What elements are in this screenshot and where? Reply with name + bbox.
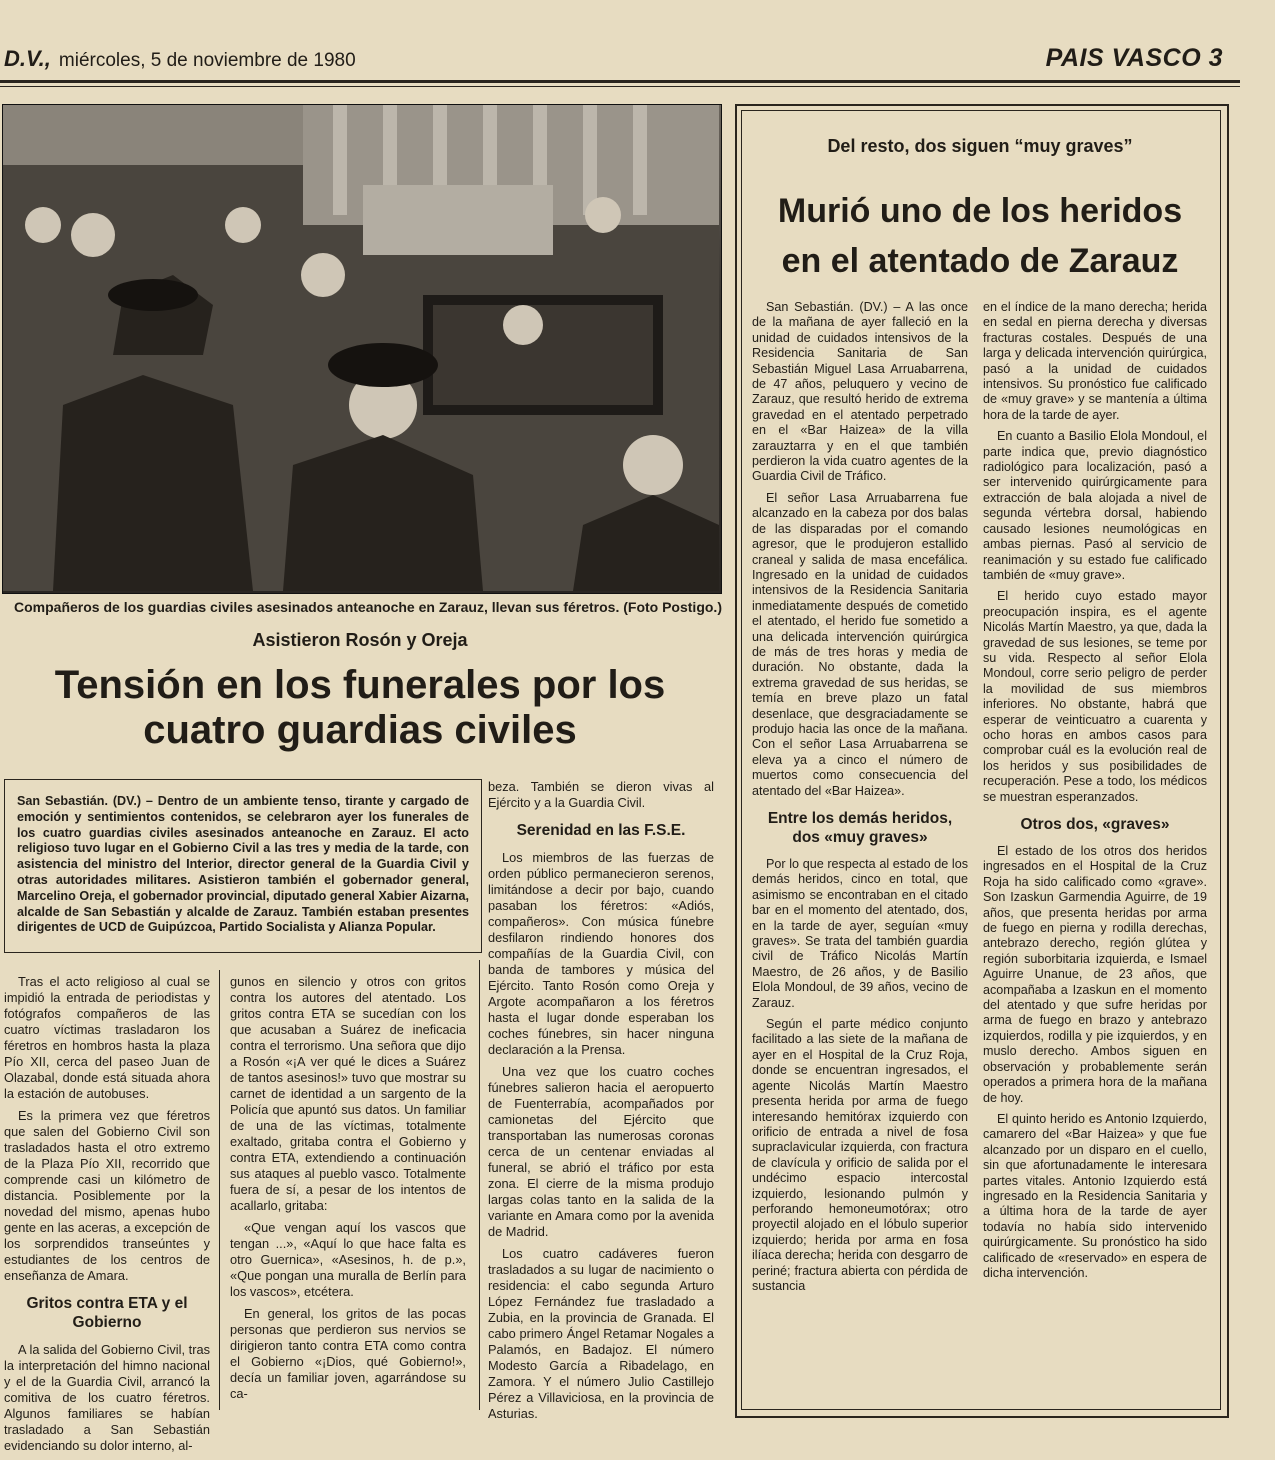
photo-caption: Compañeros de los guardias civiles asesinados anteanoche en Zarauz, llevan sus féretros. (Foto Postigo.) <box>14 599 722 615</box>
right-column-1 <box>752 300 968 1300</box>
right-headline <box>745 186 1215 286</box>
paragraph: Según el parte médico conjunto facilitado a las siete de la mañana de ayer en el Hospital de la Cruz Roja, donde se encuentran ingresados, el agente Nicolás Martín Maestro presenta herida por arma de fuego interesando hemitórax izquierdo con orificio de entrada a nivel de fosa supraclavicular izquierda, con fractura de clavícula y orificio de salida por el undécimo espacio intercostal izquierdo, lesionando pulmón y perforando hemoneumotórax; otro proyectil alojado en el lóbulo superior izquierdo; herida por arma en fosa ilíaca derecha; herida con desgarro de periné; fractura abierta con pérdida de sustancia <box>752 1017 968 1293</box>
paragraph: El estado de los otros dos heridos ingresados en el Hospital de la Cruz Roja ha sido calificado como «grave». Son Izaskun Garmendia Aguirre, de 19 años, que presenta heridas por arma de fuego en pierna y rodilla derechas, antebrazo derecho, región glútea y región suborbitaria izquierda, e Ismael Aguirre Unanue, de 23 años, que acompañaba a Izaskun en el momento del atentado y que sufre heridas por arma de fuego en brazo y antebrazo izquierdos, rodilla y pie izquierdos, y en muslo derecho. Ambos siguen en observación y probablemente serán operados a primera hora de la mañana de hoy. <box>983 844 1207 1105</box>
left-headline-line1: Tensión en los funerales por los <box>54 663 666 707</box>
subheading-serenidad: Serenidad en las F.S.E. <box>516 822 686 839</box>
paragraph: Una vez que los cuatro coches fúnebres salieron hacia el aeropuerto de Fuenterrabía, acompañados por camionetas del Ejército que transportaban las numerosas coronas cerca de un centenar enviadas al funeral, se abrió el tráfico por esta zona. El cierre de la misma produjo largas colas tanto en la salida de la variante en Amara como por la avenida de Madrid. <box>488 1064 714 1239</box>
paragraph: «Que vengan aquí los vascos que tengan ...», «Aquí lo que hace falta es otro Guernica», «Asesinos, h. de p.», «Que pongan una muralla de Berlín para los vascos», etcétera. <box>230 1220 466 1299</box>
subheading-demas-heridos: Entre los demás heridos, dos «muy graves» <box>767 810 953 846</box>
masthead-rule-thin <box>0 86 1240 87</box>
paragraph: beza. También se dieron vivas al Ejército y a la Guardia Civil. <box>488 779 714 810</box>
paragraph: Por lo que respecta al estado de los demás heridos, cinco en total, que asimismo se encontraban en el citado bar en el momento del atentado, dos, en la tarde de ayer, seguían «muy graves». Se trata del también guardia civil de Tráfico Nicolás Martín Maestro, de 26 años, y de Basilio Elola Mondoul, de 39 años, vecino de Zarauz. <box>752 857 968 1010</box>
paragraph: En general, los gritos de las pocas personas que perdieron sus nervios se dirigieron tanto contra ETA como contra el Gobierno «¡Dios, qué Gobierno!», decía un familiar joven, agarrándose su ca- <box>230 1306 466 1401</box>
left-kicker: Asistieron Rosón y Oreja <box>252 630 468 650</box>
paragraph: gunos en silencio y otros con gritos contra los autores del atentado. Los gritos contra ETA se sucedían con los que acusaban a Suárez de ineficacia contra el terrorismo. Una señora que dijo a Rosón «¡A ver qué le dices a Suárez de tantos asesinos!» tuvo que mostrar su carnet de identidad a un sargento de la Policía que apuntó sus datos. Un familiar de una de las víctimas, totalmente exaltado, gritaba contra el Gobierno y contra ETA, extendiendo a continuación sus ataques al pueblo vasco. Totalmente fuera de sí, a pesar de los intentos de acallarlo, gritaba: <box>230 974 466 1213</box>
section-title: PAIS VASCO 3 <box>1045 44 1223 72</box>
paragraph: A la salida del Gobierno Civil, tras la interpretación del himno nacional y el de la Guardia Civil, arrancó la comitiva de los cuatro féretros. Algunos familiares se habían trasladado a San Sebastián evidenciando su dolor interno, al- <box>4 1342 210 1453</box>
paragraph: Tras el acto religioso al cual se impidió la entrada de periodistas y fotógrafos compañeros de las cuatro víctimas trasladaron los féretros en hombros hasta la plaza Pío XII, cerca del paseo Juan de Olazabal, donde está situada ahora la estación de autobuses. <box>4 974 210 1101</box>
masthead-rule <box>0 80 1240 83</box>
left-headline <box>10 663 710 753</box>
paragraph: San Sebastián. (DV.) – A las once de la mañana de ayer falleció en la unidad de cuidados intensivos de la Residencia Sanitaria de San Sebastián Miguel Lasa Arruabarrena, de 47 años, peluquero y vecino de Zarauz, que resultó herido de extrema gravedad en el atentado perpetrado en el «Bar Haizea» de la villa zarauztarra y en el que también perdieron la vida cuatro agentes de la Guardia Civil de Tráfico. <box>752 300 968 484</box>
paragraph: en el índice de la mano derecha; herida en sedal en pierna derecha y diversas fracturas costales. Después de una larga y delicada intervención quirúrgica, pasó a la unidad de cuidados intensivos. Su pronóstico fue calificado de «muy grave» y se mantenía a última hora de la tarde de ayer. <box>983 300 1207 422</box>
right-headline-line1: Murió uno de los heridos <box>777 192 1183 230</box>
lede-box <box>4 779 482 953</box>
funeral-photo <box>2 104 722 594</box>
paragraph: El quinto herido es Antonio Izquierdo, camarero del «Bar Haizea» y que fue alcanzado por un disparo en el cuello, sin que afortunadamente le interesara partes vitales. Antonio Izquierdo está ingresado en la Residencia Sanitaria y a última hora de la tarde de ayer todavía no había sido intervenido quirúrgicamente. Su pronóstico ha sido calificado de «reservado» en espera de dicha intervención. <box>983 1111 1207 1280</box>
left-column-2 <box>230 974 466 1408</box>
issue-date: miércoles, 5 de noviembre de 1980 <box>58 50 356 71</box>
paragraph: El señor Lasa Arruabarrena fue alcanzado en la cabeza por dos balas de las disparadas por el comando agresor, que le produjeron estallido craneal y salida de masa encefálica. Ingresado en la unidad de cuidados intensivos de la Residencia Sanitaria inmediatamente después de cometido el atentado, el herido fue sometido a una delicada intervención quirúrgica de más de tres horas y media de duración. No obstante, dada la extrema gravedad de sus heridas, se temía en breve plazo un fatal desenlace, que desgraciadamente se produjo hacia las once de la mañana. Con el señor Lasa Arruabarrena se eleva ya a cinco el número de muertos como consecuencia del atentado del «Bar Haizea». <box>752 490 968 798</box>
subheading-otros-dos: Otros dos, «graves» <box>1020 816 1170 833</box>
right-kicker: Del resto, dos siguen “muy graves” <box>827 136 1133 156</box>
lede-text: San Sebastián. (DV.) – Dentro de un ambiente tenso, tirante y cargado de emoción y sentimientos contenidos, se celebraron ayer los funerales de los cuatro guardias civiles asesinados anteanoche en Zarauz. El acto religioso tuvo lugar en el Gobierno Civil a las tres y media de la tarde, con asistencia del ministro del Interior, director general de la Guardia Civil y otras autoridades militares. Asistieron también el gobernador general, Marcelino Oreja, el gobernador provincial, diputado general Xabier Aizarna, alcalde de San Sebastián y alcalde de Zarauz. También estaban presentes dirigentes de UCD de Guipúzcoa, Partido Socialista y Alianza Popular. <box>17 794 469 935</box>
left-headline-line2: cuatro guardias civiles <box>143 707 577 752</box>
paragraph: Los miembros de las fuerzas de orden público permanecieron serenos, limitándose a decir por bajo, cuando pasaban los féretros: «Adiós, compañeros». Con música fúnebre desfilaron rindiendo honores dos compañías de la Guardia Civil, con banda de tambores y música del Ejército. Tanto Rosón como Oreja y Argote acompañaron a los féretros hasta el lugar donde esperaban los coches fúnebres, sin hacer ninguna declaración a la Prensa. <box>488 850 714 1057</box>
paragraph: El herido cuyo estado mayor preocupación inspira, es el agente Nicolás Martín Maestro, ya que, dada la gravedad de sus lesiones, se teme por su vida. Respecto al señor Elola Mondoul, corre serio peligro de perder la movilidad de sus miembros inferiores. No obstante, habrá que esperar de veinticuatro a cuarenta y ocho horas en ambos casos para comprobar cuál es la evolución real de los heridos y sus posibilidades de recuperación. Pese a todo, los médicos se muestran esperanzados. <box>983 589 1207 804</box>
left-column-3 <box>488 779 714 1428</box>
column-divider <box>479 960 480 1410</box>
masthead-date-line <box>4 46 356 72</box>
left-column-1 <box>4 974 210 1460</box>
paper-name: D.V., <box>4 46 51 71</box>
right-column-2 <box>983 300 1207 1287</box>
column-divider <box>219 970 220 1410</box>
subheading-gritos: Gritos contra ETA y el Gobierno <box>26 1295 188 1331</box>
paragraph: Es la primera vez que féretros que salen del Gobierno Civil son trasladados hasta el otro extremo de la Plaza Pío XII, recorrido que comprende casi un kilómetro de distancia. Posiblemente por la novedad del mismo, apenas hubo gente en las aceras, a excepción de los sorprendidos transeúntes y estudiantes de los centros de enseñanza de Amara. <box>4 1108 210 1283</box>
right-headline-line2: en el atentado de Zarauz <box>781 242 1179 280</box>
paragraph: En cuanto a Basilio Elola Mondoul, el parte indica que, previo diagnóstico radiológico para localización, pasó a ser intervenido quirúrgicamente para extracción de bala alojada a nivel de segunda vértebra dorsal, habiendo causado lesiones neumológicas en ambas piernas. Pasó al servicio de reanimación y su estado fue calificado también de «muy grave». <box>983 429 1207 582</box>
paragraph: Los cuatro cadáveres fueron trasladados a su lugar de nacimiento o residencia: el cabo segunda Arturo López Fernández fue trasladado a Zubia, en la provincia de Granada. El cabo primero Ángel Retamar Nogales a Palamós, en Badajoz. El número Modesto García a Ribadelago, en Zamora. Y el número Julio Castillejo Pérez a Villaviciosa, en la provincia de Asturias. <box>488 1246 714 1421</box>
